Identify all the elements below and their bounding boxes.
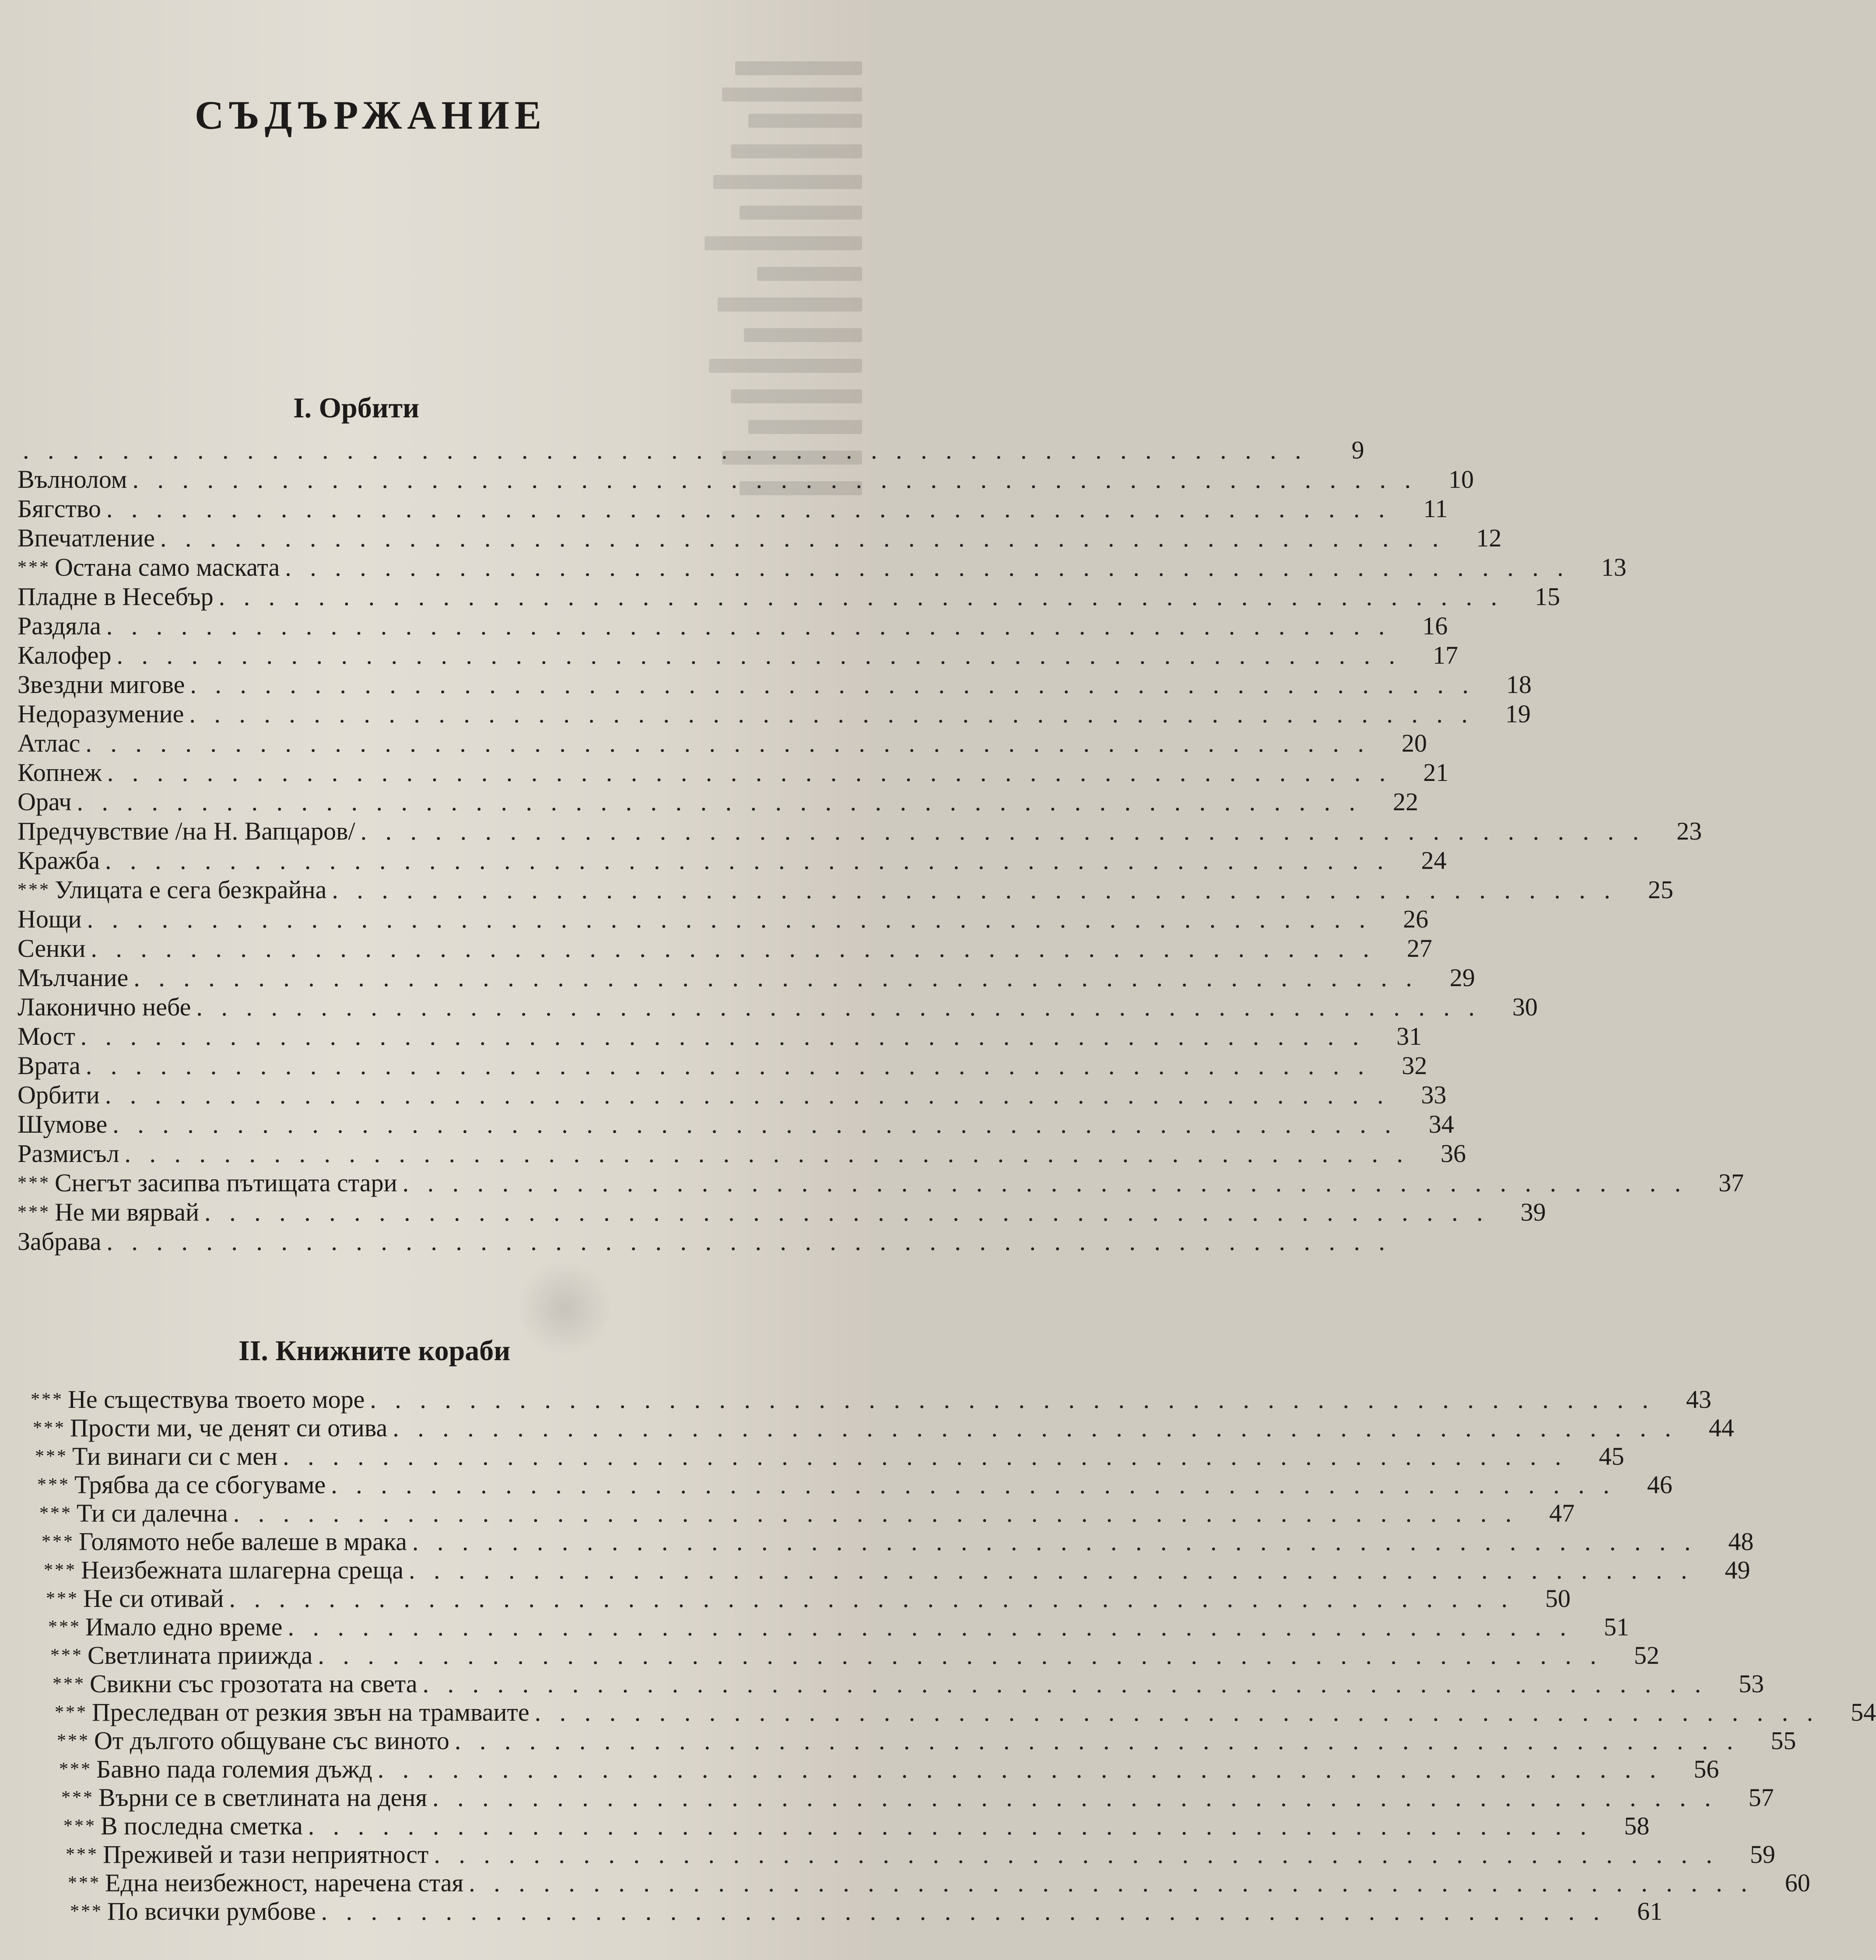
toc-entry	[18, 436, 1364, 464]
dot-leader: . . . . . . . . . . . . . . . . . . . . . . . . . . . . . . . . . . . . . . . . . . . . . . . . . . . .	[106, 1227, 1391, 1256]
toc-entry-title: Пладне в Несебър	[18, 582, 214, 611]
toc-entry	[18, 612, 1448, 640]
asterisk-marker: ***	[66, 1844, 98, 1865]
toc-page-number: 46	[1647, 1470, 1673, 1499]
toc-entry	[18, 788, 1418, 816]
asterisk-marker: ***	[18, 1202, 50, 1222]
toc-page-number: 22	[1392, 788, 1418, 816]
toc-entry-title: Сенки	[18, 934, 86, 962]
dot-leader: . . . . . . . . . . . . . . . . . . . . . . . . . . . . . . . . . . . . . . . . . . . . . . . . . . . .	[422, 1670, 1708, 1698]
toc-entry	[18, 846, 1447, 875]
dot-leader: . . . . . . . . . . . . . . . . . . . . . . . . . . . . . . . . . . . . . . . . . . . . . . . . . . . .	[106, 494, 1391, 523]
toc-page-number: 34	[1428, 1110, 1454, 1138]
toc-page-number: 31	[1396, 1022, 1422, 1050]
dot-leader: . . . . . . . . . . . . . . . . . . . . . . . . . . . . . . . . . . . . . . . . . . . . . . . . . . . .	[106, 612, 1391, 640]
asterisk-marker: ***	[18, 880, 50, 900]
toc-entry	[18, 758, 1449, 787]
dot-leader: . . . . . . . . . . . . . . . . . . . . . . . . . . . . . . . . . . . . . . . . . . . . . . . . . . . .	[370, 1385, 1655, 1414]
asterisk-marker: ***	[48, 1617, 81, 1637]
toc-entry-title: Върни се в светлината на деня	[98, 1783, 428, 1812]
toc-page-number: 56	[1694, 1755, 1719, 1783]
toc-entry	[42, 1527, 1754, 1556]
toc-entry-title: Прости ми, че денят си отива	[70, 1414, 388, 1442]
toc-entry-title: Лаконично небе	[18, 993, 191, 1021]
toc-entry-title: Размисъл	[18, 1139, 119, 1168]
toc-entry-title: Врата	[18, 1051, 81, 1080]
toc-page-number: 26	[1403, 905, 1429, 933]
section-title-orbits: I. Орбити	[293, 392, 420, 424]
asterisk-marker: ***	[44, 1560, 77, 1580]
asterisk-marker: ***	[57, 1731, 90, 1751]
toc-page-number: 45	[1599, 1442, 1624, 1470]
toc-page-number: 37	[1718, 1169, 1744, 1197]
toc-entry-title: Преживей и тази неприятност	[103, 1840, 429, 1869]
toc-entry	[44, 1556, 1750, 1584]
toc-page-number: 16	[1422, 612, 1448, 640]
asterisk-marker: ***	[61, 1788, 94, 1808]
toc-page-number: 57	[1748, 1783, 1774, 1812]
toc-page-number: 53	[1739, 1670, 1764, 1698]
dot-leader: . . . . . . . . . . . . . . . . . . . . . . . . . . . . . . . . . . . . . . . . . . . . . . . . . . . .	[87, 905, 1372, 933]
toc-entry-title: Звездни мигове	[18, 670, 185, 699]
asterisk-marker: ***	[59, 1759, 92, 1779]
dot-leader: . . . . . . . . . . . . . . . . . . . . . . . . . . . . . . . . . . . . . . . . . . . . . . . . . . . .	[77, 788, 1361, 816]
toc-page-number: 25	[1648, 875, 1673, 904]
toc-entry-title: Ти си далечна	[77, 1499, 228, 1527]
toc-page-number: 32	[1402, 1051, 1427, 1080]
toc-page-number: 33	[1421, 1081, 1447, 1109]
toc-page-number: 10	[1448, 465, 1474, 494]
dot-leader: . . . . . . . . . . . . . . . . . . . . . . . . . . . . . . . . . . . . . . . . . . . . . . . . . . . .	[285, 553, 1570, 581]
toc-entry	[55, 1698, 1876, 1726]
toc-page-number: 13	[1601, 553, 1627, 581]
dot-leader: . . . . . . . . . . . . . . . . . . . . . . . . . . . . . . . . . . . . . . . . . . . . . . . . . . . .	[283, 1442, 1567, 1470]
toc-entry-title: Нощи	[18, 905, 82, 933]
page-stain	[516, 1260, 613, 1356]
toc-entry	[57, 1726, 1796, 1755]
asterisk-marker: ***	[39, 1503, 72, 1523]
toc-page-number: 39	[1520, 1198, 1546, 1226]
toc-entry	[18, 817, 1702, 845]
toc-entry	[18, 1227, 1391, 1256]
dot-leader: . . . . . . . . . . . . . . . . . . . . . . . . . . . . . . . . . . . . . . . . . . . . . . . . . . . .	[196, 993, 1481, 1021]
toc-entry-title: От дългото общуване със виното	[94, 1726, 449, 1755]
page-title: СЪДЪРЖАНИЕ	[195, 93, 547, 137]
toc-page-number: 12	[1476, 524, 1502, 552]
toc-entry	[18, 1139, 1466, 1168]
toc-entry-title: Преследван от резкия звън на трамваите	[92, 1698, 529, 1726]
dot-leader: . . . . . . . . . . . . . . . . . . . . . . . . . . . . . . . . . . . . . . . . . . . . . . . . . . . .	[23, 436, 1308, 464]
toc-page-number: 20	[1401, 729, 1427, 757]
toc-entry	[18, 700, 1531, 728]
toc-entry	[61, 1783, 1774, 1812]
toc-entry-title: Орач	[18, 788, 72, 816]
asterisk-marker: ***	[63, 1816, 96, 1836]
toc-page-number: 59	[1750, 1840, 1775, 1869]
toc-entry	[18, 1022, 1422, 1050]
toc-entry-title: Улицата е сега безкрайна	[55, 875, 327, 904]
dot-leader: . . . . . . . . . . . . . . . . . . . . . . . . . . . . . . . . . . . . . . . . . . . . . . . . . . . .	[124, 1139, 1410, 1168]
toc-entry-title: Не си отивай	[83, 1584, 224, 1613]
dot-leader: . . . . . . . . . . . . . . . . . . . . . . . . . . . . . . . . . . . . . . . . . . . . . . . . . . . .	[229, 1584, 1514, 1613]
asterisk-marker: ***	[70, 1901, 103, 1922]
toc-entry	[18, 875, 1673, 904]
dot-leader: . . . . . . . . . . . . . . . . . . . . . . . . . . . . . . . . . . . . . . . . . . . . . . . . . . . .	[393, 1414, 1677, 1442]
dot-leader: . . . . . . . . . . . . . . . . . . . . . . . . . . . . . . . . . . . . . . . . . . . . . . . . . . . .	[432, 1783, 1717, 1812]
dot-leader: . . . . . . . . . . . . . . . . . . . . . . . . . . . . . . . . . . . . . . . . . . . . . . . . . . . .	[469, 1869, 1753, 1897]
dot-leader: . . . . . . . . . . . . . . . . . . . . . . . . . . . . . . . . . . . . . . . . . . . . . . . . . . . .	[402, 1169, 1687, 1197]
toc-entry-title: Остана само маската	[55, 553, 280, 581]
toc-page-number: 47	[1549, 1499, 1575, 1527]
dot-leader: . . . . . . . . . . . . . . . . . . . . . . . . . . . . . . . . . . . . . . . . . . . . . . . . . . . .	[105, 1081, 1390, 1109]
toc-entry	[18, 1198, 1546, 1226]
toc-page-number: 49	[1725, 1556, 1750, 1584]
toc-page-number: 24	[1421, 846, 1447, 875]
section-title-paper-ships: II. Книжните кораби	[238, 1335, 511, 1367]
toc-entry	[18, 641, 1458, 669]
toc-entry-title: Една неизбежност, наречена стая	[105, 1869, 464, 1897]
toc-entry	[50, 1641, 1659, 1670]
toc-page-number: 15	[1535, 582, 1560, 611]
dot-leader: . . . . . . . . . . . . . . . . . . . . . . . . . . . . . . . . . . . . . . . . . . . . . . . . . . . .	[80, 1022, 1365, 1050]
toc-page-number: 54	[1851, 1698, 1876, 1726]
toc-page-number: 27	[1406, 934, 1432, 962]
toc-entry	[46, 1584, 1571, 1613]
toc-entry-title: Вълнолом	[18, 465, 127, 494]
toc-entry	[63, 1812, 1650, 1840]
dot-leader: . . . . . . . . . . . . . . . . . . . . . . . . . . . . . . . . . . . . . . . . . . . . . . . . . . . .	[308, 1812, 1593, 1840]
toc-entry-title: Неизбежната шлагерна среща	[81, 1556, 404, 1584]
toc-entry-title: Мълчание	[18, 963, 129, 992]
dot-leader: . . . . . . . . . . . . . . . . . . . . . . . . . . . . . . . . . . . . . . . . . . . . . . . . . . . .	[132, 465, 1417, 494]
toc-entry	[18, 934, 1432, 962]
toc-entry-title: Раздяла	[18, 612, 101, 640]
asterisk-marker: ***	[50, 1645, 83, 1666]
asterisk-marker: ***	[46, 1589, 79, 1609]
dot-leader: . . . . . . . . . . . . . . . . . . . . . . . . . . . . . . . . . . . . . . . . . . . . . . . . . . . .	[412, 1527, 1697, 1556]
toc-entry-title: Впечатление	[18, 524, 155, 552]
toc-entry	[18, 993, 1538, 1021]
dot-leader: . . . . . . . . . . . . . . . . . . . . . . . . . . . . . . . . . . . . . . . . . . . . . . . . . . . .	[204, 1198, 1489, 1226]
dot-leader: . . . . . . . . . . . . . . . . . . . . . . . . . . . . . . . . . . . . . . . . . . . . . . . . . . . .	[112, 1110, 1397, 1138]
dot-leader: . . . . . . . . . . . . . . . . . . . . . . . . . . . . . . . . . . . . . . . . . . . . . . . . . . . .	[332, 875, 1617, 904]
dot-leader: . . . . . . . . . . . . . . . . . . . . . . . . . . . . . . . . . . . . . . . . . . . . . . . . . . . .	[409, 1556, 1694, 1584]
dot-leader: . . . . . . . . . . . . . . . . . . . . . . . . . . . . . . . . . . . . . . . . . . . . . . . . . . . .	[91, 934, 1375, 962]
dot-leader: . . . . . . . . . . . . . . . . . . . . . . . . . . . . . . . . . . . . . . . . . . . . . . . . . . . .	[331, 1470, 1616, 1499]
toc-entry	[18, 582, 1560, 611]
toc-entry	[31, 1385, 1711, 1414]
dot-leader: . . . . . . . . . . . . . . . . . . . . . . . . . . . . . . . . . . . . . . . . . . . . . . . . . . . .	[105, 846, 1390, 875]
toc-entry	[66, 1840, 1775, 1869]
toc-entry	[18, 553, 1627, 581]
toc-entry	[68, 1869, 1810, 1897]
toc-entry	[37, 1470, 1673, 1499]
asterisk-marker: ***	[18, 557, 50, 578]
toc-entry-title: Кражба	[18, 846, 100, 875]
toc-page-number: 60	[1785, 1869, 1810, 1897]
toc-page-number: 30	[1512, 993, 1538, 1021]
asterisk-marker: ***	[55, 1702, 88, 1722]
dot-leader: . . . . . . . . . . . . . . . . . . . . . . . . . . . . . . . . . . . . . . . . . . . . . . . . . . . .	[321, 1897, 1606, 1925]
toc-page-number: 50	[1545, 1584, 1571, 1613]
toc-page-number: 58	[1624, 1812, 1650, 1840]
toc-entry-title: Шумове	[18, 1110, 108, 1138]
asterisk-marker: ***	[35, 1446, 68, 1466]
asterisk-marker: ***	[31, 1390, 63, 1410]
toc-entry	[18, 1051, 1427, 1080]
toc-entry-title: Снегът засипва пътищата стари	[55, 1169, 397, 1197]
toc-page-number: 55	[1771, 1726, 1796, 1755]
toc-entry	[18, 1081, 1447, 1109]
dot-leader: . . . . . . . . . . . . . . . . . . . . . . . . . . . . . . . . . . . . . . . . . . . . . . . . . . . .	[233, 1499, 1518, 1527]
toc-page-number: 44	[1708, 1414, 1734, 1442]
dot-leader: . . . . . . . . . . . . . . . . . . . . . . . . . . . . . . . . . . . . . . . . . . . . . . . . . . . .	[190, 670, 1475, 699]
toc-entry-title: Предчувствие /на Н. Вапцаров/	[18, 817, 355, 845]
asterisk-marker: ***	[42, 1532, 74, 1552]
toc-page-number: 36	[1441, 1139, 1466, 1168]
toc-entry-title: Орбити	[18, 1081, 100, 1109]
toc-entry-title: Бягство	[18, 494, 101, 523]
toc-entry-title: Свикни със грозотата на света	[90, 1670, 417, 1698]
toc-entry	[18, 729, 1427, 757]
dot-leader: . . . . . . . . . . . . . . . . . . . . . . . . . . . . . . . . . . . . . . . . . . . . . . . . . . . .	[116, 641, 1401, 669]
toc-entry	[18, 1169, 1744, 1197]
toc-page-number: 18	[1506, 670, 1532, 699]
dot-leader: . . . . . . . . . . . . . . . . . . . . . . . . . . . . . . . . . . . . . . . . . . . . . . . . . . . .	[434, 1840, 1718, 1869]
dot-leader: . . . . . . . . . . . . . . . . . . . . . . . . . . . . . . . . . . . . . . . . . . . . . . . . . . . .	[189, 700, 1474, 728]
dot-leader: . . . . . . . . . . . . . . . . . . . . . . . . . . . . . . . . . . . . . . . . . . . . . . . . . . . .	[377, 1755, 1662, 1783]
toc-page-number: 48	[1728, 1527, 1754, 1556]
toc-entry	[18, 1110, 1454, 1138]
toc-entry	[59, 1755, 1719, 1783]
dot-leader: . . . . . . . . . . . . . . . . . . . . . . . . . . . . . . . . . . . . . . . . . . . . . . . . . . . .	[360, 817, 1645, 845]
toc-page-number: 23	[1676, 817, 1702, 845]
toc-entry-title: Мост	[18, 1022, 75, 1050]
toc-page-number: 52	[1634, 1641, 1659, 1670]
toc-entry	[33, 1414, 1734, 1442]
toc-entry	[18, 963, 1475, 992]
toc-page-number: 29	[1449, 963, 1475, 992]
dot-leader: . . . . . . . . . . . . . . . . . . . . . . . . . . . . . . . . . . . . . . . . . . . . . . . . . . . .	[534, 1698, 1820, 1726]
toc-entry-title: Бавно пада големия дъжд	[96, 1755, 372, 1783]
toc-entry-title: Ти винаги си с мен	[72, 1442, 278, 1470]
dot-leader: . . . . . . . . . . . . . . . . . . . . . . . . . . . . . . . . . . . . . . . . . . . . . . . . . . . .	[85, 729, 1370, 757]
asterisk-marker: ***	[33, 1418, 66, 1438]
toc-entry-title: Не съществува твоето море	[68, 1385, 365, 1414]
toc-entry	[39, 1499, 1575, 1527]
toc-page-number: 61	[1637, 1897, 1663, 1925]
toc-entry-title: Трябва да се сбогуваме	[74, 1470, 326, 1499]
asterisk-marker: ***	[53, 1674, 85, 1694]
toc-page-number: 17	[1432, 641, 1458, 669]
toc-entry-title: Светлината приижда	[88, 1641, 313, 1670]
toc-entry	[53, 1670, 1764, 1698]
asterisk-marker: ***	[18, 1173, 50, 1193]
toc-entry	[18, 494, 1448, 523]
toc-page-number: 51	[1604, 1613, 1629, 1641]
toc-entry-title: Калофер	[18, 641, 112, 669]
dot-leader: . . . . . . . . . . . . . . . . . . . . . . . . . . . . . . . . . . . . . . . . . . . . . . . . . . . .	[218, 582, 1504, 611]
toc-entry	[18, 905, 1429, 933]
toc-entry	[18, 465, 1474, 494]
toc-entry	[18, 524, 1502, 552]
toc-entry	[70, 1897, 1663, 1925]
dot-leader: . . . . . . . . . . . . . . . . . . . . . . . . . . . . . . . . . . . . . . . . . . . . . . . . . . . .	[133, 963, 1418, 992]
dot-leader: . . . . . . . . . . . . . . . . . . . . . . . . . . . . . . . . . . . . . . . . . . . . . . . . . . . .	[318, 1641, 1602, 1670]
toc-page-number: 19	[1505, 700, 1531, 728]
toc-entry-title: По всички румбове	[107, 1897, 316, 1925]
toc-entry-title: Копнеж	[18, 758, 102, 787]
toc-entry	[18, 670, 1532, 699]
asterisk-marker: ***	[68, 1873, 101, 1893]
dot-leader: . . . . . . . . . . . . . . . . . . . . . . . . . . . . . . . . . . . . . . . . . . . . . . . . . . . .	[454, 1726, 1739, 1755]
dot-leader: . . . . . . . . . . . . . . . . . . . . . . . . . . . . . . . . . . . . . . . . . . . . . . . . . . . .	[288, 1613, 1572, 1641]
toc-entry	[48, 1613, 1629, 1641]
toc-entry-title: Имало едно време	[85, 1613, 283, 1641]
toc-entry-title: В последна сметка	[101, 1812, 303, 1840]
toc-entry	[35, 1442, 1624, 1470]
toc-page-number: 43	[1686, 1385, 1711, 1414]
dot-leader: . . . . . . . . . . . . . . . . . . . . . . . . . . . . . . . . . . . . . . . . . . . . . . . . . . . .	[85, 1051, 1371, 1080]
toc-page-number: 21	[1423, 758, 1449, 787]
toc-entry-title: Голямото небе валеше в мрака	[79, 1527, 407, 1556]
toc-entry-title: Забрава	[18, 1227, 102, 1256]
toc-entry-title: Недоразумение	[18, 700, 184, 728]
dot-leader: . . . . . . . . . . . . . . . . . . . . . . . . . . . . . . . . . . . . . . . . . . . . . . . . . . . .	[107, 758, 1392, 787]
toc-page-number: 11	[1423, 494, 1448, 523]
dot-leader: . . . . . . . . . . . . . . . . . . . . . . . . . . . . . . . . . . . . . . . . . . . . . . . . . . . .	[160, 524, 1445, 552]
toc-entry-title: Не ми вярвай	[55, 1198, 200, 1226]
toc-entry-title: Атлас	[18, 729, 81, 757]
asterisk-marker: ***	[37, 1475, 70, 1495]
toc-page-number: 9	[1351, 436, 1364, 464]
